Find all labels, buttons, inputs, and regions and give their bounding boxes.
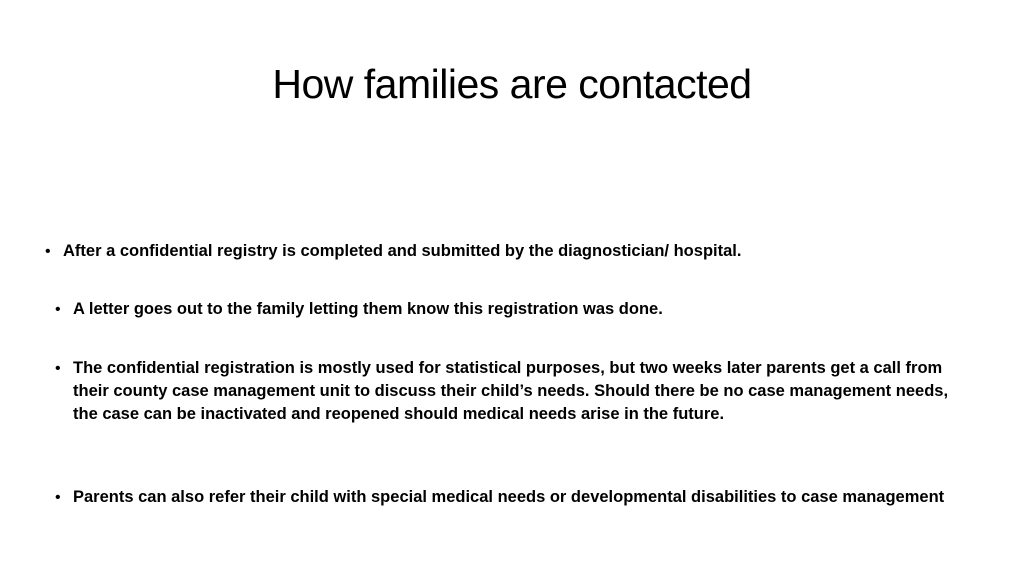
- bullet-item: [55, 486, 950, 509]
- bullet-text: Parents can also refer their child with special medical needs or developmental disabilities to case management: [73, 488, 945, 506]
- bullet-marker: •: [55, 360, 61, 377]
- bullet-text: After a confidential registry is completed and submitted by the diagnostician/ hospital.: [63, 242, 742, 260]
- bullet-marker: •: [55, 489, 61, 506]
- bullet-item: [55, 357, 950, 426]
- bullet-marker: •: [45, 243, 51, 260]
- bullet-item: [45, 240, 925, 263]
- bullet-item: [55, 298, 935, 321]
- bullet-text: A letter goes out to the family letting them know this registration was done.: [73, 300, 663, 318]
- bullet-marker: •: [55, 301, 61, 318]
- bullet-text: The confidential registration is mostly used for statistical purposes, but two weeks later parents get a call from their county case management unit to discuss their child’s needs. Should there be no case management needs, the case can be inactivated and reopened should medical needs arise in the future.: [73, 359, 949, 423]
- slide-title: How families are contacted: [272, 61, 752, 107]
